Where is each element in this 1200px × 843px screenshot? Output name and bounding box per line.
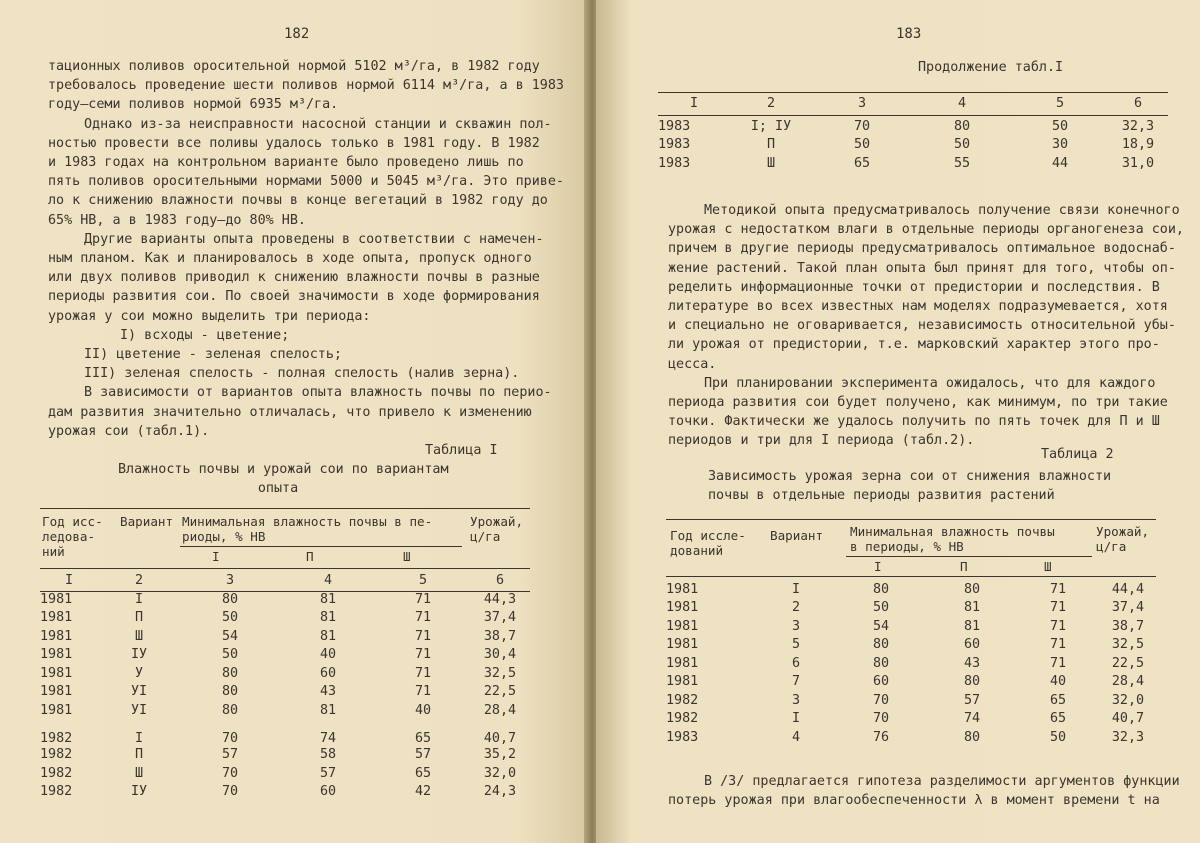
- table1: [40, 590, 530, 801]
- table-row: [40, 783, 530, 802]
- column-number: 3: [857, 95, 867, 111]
- text-line: цесса.: [668, 356, 717, 372]
- table-rule: [180, 546, 462, 547]
- cont-table: [658, 117, 1168, 173]
- table-cell: П: [766, 137, 776, 153]
- table-row: [666, 654, 1156, 673]
- table-cell: I: [134, 730, 144, 746]
- text-line: или двух поливов приводил к снижению влажности почвы в разные: [48, 270, 540, 286]
- table-cell: П: [134, 747, 144, 763]
- table-cell: 24,3: [483, 784, 517, 800]
- text-line: тационных поливов оросительной нормой 5102 м³/га, в 1982 году: [48, 59, 540, 74]
- table-cell: 65: [414, 765, 432, 781]
- paragraph: [48, 230, 564, 326]
- table-cell: 81: [963, 618, 981, 634]
- table-cell: 65: [1049, 692, 1067, 708]
- th-yield: Урожай, ц/га: [1096, 524, 1150, 554]
- table-row: [40, 609, 530, 628]
- right-page: [596, 0, 1200, 843]
- table-cell: 81: [319, 628, 337, 644]
- table-cell: 1982: [40, 747, 73, 763]
- table-cell: 80: [953, 118, 971, 134]
- th-variant: Вариант: [120, 514, 174, 529]
- column-number: 4: [323, 572, 333, 588]
- text-line: урожая сои (табл.1).: [48, 423, 210, 439]
- table-cell: 37,4: [1111, 600, 1145, 616]
- table-cell: 1982: [40, 730, 73, 746]
- table-cell: 80: [221, 591, 239, 607]
- table1-numbering: [40, 571, 530, 590]
- table-rule: [40, 568, 530, 569]
- column-number: 6: [1133, 95, 1143, 111]
- table-cell: IУ: [130, 647, 148, 663]
- table1-label: Таблица I: [425, 443, 498, 458]
- table-row: [666, 710, 1156, 729]
- th-year: Год иссле- дований: [670, 528, 746, 558]
- table-cell: 65: [853, 155, 871, 171]
- table-cell: Ш: [134, 765, 144, 781]
- text-line: требовалось проведение шести поливов нормой 6114 м³/га, а в 1983: [48, 78, 564, 94]
- table-cell: 70: [221, 765, 239, 781]
- table-cell: 71: [1049, 655, 1067, 671]
- text-line: I) всходы - цветение;: [120, 327, 290, 343]
- table-row: [666, 599, 1156, 618]
- text-line: урожая у сои можно выделить три периода:: [48, 308, 371, 324]
- table-cell: I: [791, 711, 801, 727]
- caption-line: опыта: [257, 481, 299, 496]
- table-row: [666, 636, 1156, 655]
- table-row: [666, 617, 1156, 636]
- text-line: точки. Фактически же удалось получить по пять точек для П и Ш: [668, 414, 1160, 430]
- table-cell: УI: [130, 702, 148, 718]
- table-cell: 22,5: [483, 684, 517, 700]
- table-cell: 4: [791, 729, 801, 745]
- table-cell: 50: [953, 137, 971, 153]
- left-page: [0, 0, 588, 843]
- table-cell: 1981: [40, 684, 73, 700]
- table-cell: 80: [963, 581, 981, 597]
- table-cell: 1981: [666, 637, 699, 653]
- table-cell: 1981: [666, 655, 699, 671]
- table-cell: 32,3: [1111, 729, 1145, 745]
- table-cell: 57: [414, 747, 432, 763]
- table-cell: 31,0: [1121, 155, 1155, 171]
- table-cell: 1981: [666, 618, 699, 634]
- table-cell: 80: [872, 637, 890, 653]
- th-period: I: [212, 549, 220, 564]
- table-rule: [666, 576, 1156, 577]
- table-cell: 80: [872, 581, 890, 597]
- table-cell: Ш: [134, 628, 144, 644]
- table-cell: 1982: [666, 692, 699, 708]
- table-cell: 43: [319, 684, 337, 700]
- right-paragraphs: [668, 201, 1184, 451]
- table-cell: 1983: [666, 729, 699, 745]
- text-line: периоды развития сои. По своей значимости в ходе формирования: [48, 289, 540, 305]
- text-line: 65% НВ, а в 1983 году—до 80% НВ.: [48, 212, 306, 228]
- column-number: 5: [418, 572, 428, 588]
- text-line: периодов и три для I периода (табл.2).: [668, 433, 975, 449]
- table-row: [40, 764, 530, 783]
- table-cell: 81: [319, 610, 337, 626]
- table-cell: I: [791, 581, 801, 597]
- table-rule: [658, 115, 1168, 116]
- table-cell: 28,4: [483, 702, 517, 718]
- table-cell: 40: [414, 702, 432, 718]
- continuation-title: Продолжение табл.I: [918, 60, 1064, 75]
- table-cell: 35,2: [483, 747, 517, 763]
- table-cell: I; IУ: [750, 118, 792, 134]
- column-number: I: [689, 95, 699, 111]
- table-cell: 3: [791, 618, 801, 634]
- table-row: [666, 728, 1156, 747]
- table-cell: 37,4: [483, 610, 517, 626]
- table-cell: У: [134, 665, 144, 681]
- text-line: ределить информационные точки от предистории и последствия. В: [668, 279, 1160, 295]
- table-cell: 1981: [40, 647, 73, 663]
- table-cell: 50: [221, 610, 239, 626]
- table-cell: 1981: [40, 610, 73, 626]
- table-cell: Ш: [766, 155, 776, 171]
- left-paragraphs: [48, 57, 564, 441]
- table-cell: 81: [963, 600, 981, 616]
- table-cell: 22,5: [1111, 655, 1145, 671]
- table-cell: 1983: [658, 155, 691, 171]
- th-period: П: [960, 559, 968, 574]
- left-body-top: [48, 57, 564, 441]
- column-number: 4: [957, 95, 967, 111]
- th-moisture: Минимальная влажность почвы в пе- риоды, % НВ: [182, 514, 433, 544]
- th-year: Год исс- ледова- ний: [42, 514, 103, 559]
- table-cell: 70: [853, 118, 871, 134]
- text-line: периода развития сои будет получено, как минимум, по три такие: [668, 395, 1168, 411]
- table-cell: 71: [414, 591, 432, 607]
- table-cell: 76: [872, 729, 890, 745]
- table-cell: 65: [414, 730, 432, 746]
- table-cell: 55: [953, 155, 971, 171]
- text-line: жение растений. Такой план опыта был принят для того, чтобы оп-: [668, 260, 1176, 276]
- table-cell: 38,7: [483, 628, 517, 644]
- th-moisture: Минимальная влажность почвы в периоды, % НВ: [850, 524, 1055, 554]
- table-cell: 1981: [40, 591, 73, 607]
- text-line: II) цветение - зеленая спелость;: [84, 347, 342, 363]
- table1-caption: [118, 460, 449, 498]
- table-cell: 80: [221, 665, 239, 681]
- table-cell: 80: [963, 729, 981, 745]
- final-paragraph: [668, 772, 1180, 810]
- th-period: Ш: [403, 549, 411, 564]
- table-cell: 1981: [40, 628, 73, 644]
- text-line: потерь урожая при влагообеспеченности λ в момент времени t на: [668, 793, 1160, 809]
- table-cell: 57: [963, 692, 981, 708]
- table-cell: I: [134, 591, 144, 607]
- column-number: 3: [225, 572, 235, 588]
- table-row: [40, 701, 530, 720]
- table-cell: 32,0: [483, 765, 517, 781]
- table-cell: 65: [1049, 711, 1067, 727]
- table-cell: 2: [791, 600, 801, 616]
- table-cell: 57: [221, 747, 239, 763]
- table-cell: 28,4: [1111, 674, 1145, 690]
- text-line: пять поливов оросительными нормами 5000 и 5045 м³/га. Это приве-: [48, 174, 564, 190]
- table-cell: 80: [221, 702, 239, 718]
- paragraph: [48, 57, 564, 115]
- table-row: [658, 154, 1168, 173]
- table-cell: 1982: [40, 765, 73, 781]
- table2-label: Таблица 2: [1041, 447, 1114, 462]
- table-cell: 1982: [666, 711, 699, 727]
- table-cell: 70: [221, 730, 239, 746]
- table-cell: 50: [872, 600, 890, 616]
- table-row: [40, 683, 530, 702]
- caption-line: Влажность почвы и урожай сои по вариантам: [118, 462, 449, 477]
- paragraph: [48, 326, 564, 384]
- table-cell: 50: [853, 137, 871, 153]
- table-cell: 50: [1049, 729, 1067, 745]
- column-number: I: [64, 572, 74, 588]
- paragraph: [48, 383, 564, 441]
- text-line: дам развития значительно отличалась, что привело к изменению: [48, 404, 532, 420]
- th-period: I: [874, 559, 882, 574]
- table-row: [40, 627, 530, 646]
- page-number: 182: [284, 26, 310, 42]
- table-row: [658, 117, 1168, 136]
- text-line: литературе во всех известных нам моделях подразумевается, хотя: [668, 299, 1168, 315]
- table-row: [40, 646, 530, 665]
- table-cell: 50: [221, 647, 239, 663]
- table-cell: 1981: [40, 702, 73, 718]
- table-cell: 44: [1051, 155, 1069, 171]
- paragraph: [668, 374, 1184, 451]
- column-number: 6: [495, 572, 505, 588]
- cont-numbering: [658, 94, 1168, 113]
- table-cell: 32,5: [1111, 637, 1145, 653]
- paragraph: [668, 201, 1184, 374]
- table-cell: 50: [1051, 118, 1069, 134]
- table-cell: 71: [1049, 600, 1067, 616]
- table-cell: 54: [221, 628, 239, 644]
- text-line: III) зеленая спелость - полная спелость (налив зерна).: [84, 366, 520, 382]
- column-number: 2: [766, 95, 776, 111]
- table-cell: 1981: [40, 665, 73, 681]
- table-cell: 1981: [666, 600, 699, 616]
- table-cell: 70: [872, 692, 890, 708]
- table-cell: 71: [414, 647, 432, 663]
- table-cell: 7: [791, 674, 801, 690]
- text-line: и специально не оговаривается, независимость относительной убы-: [668, 318, 1176, 334]
- th-period: П: [306, 549, 314, 564]
- table-cell: 32,3: [1121, 118, 1155, 134]
- right-body: [668, 201, 1184, 451]
- table-cell: 40: [319, 647, 337, 663]
- th-variant: Вариант: [770, 528, 824, 543]
- table-cell: 32,5: [483, 665, 517, 681]
- table-cell: 40,7: [483, 730, 517, 746]
- table-cell: 1983: [658, 118, 691, 134]
- table-cell: 71: [1049, 618, 1067, 634]
- th-period: Ш: [1044, 559, 1052, 574]
- table-cell: 71: [1049, 637, 1067, 653]
- table-rule: [40, 508, 530, 509]
- text-line: урожая с недостатком влаги в отдельные периоды органогенеза сои,: [668, 222, 1184, 238]
- table-cell: 1981: [666, 674, 699, 690]
- table-cell: 6: [791, 655, 801, 671]
- table-row: [666, 691, 1156, 710]
- text-line: Методикой опыта предусматривалось получение связи конечного: [704, 203, 1180, 218]
- text-line: Другие варианты опыта проведены в соответствии с намечен-: [84, 231, 544, 247]
- table-cell: 60: [963, 637, 981, 653]
- text-line: При планировании эксперимента ожидалось, что для каждого: [704, 375, 1156, 391]
- table-cell: 30,4: [483, 647, 517, 663]
- table-cell: 3: [791, 692, 801, 708]
- table-cell: 60: [319, 784, 337, 800]
- table-row: [40, 746, 530, 765]
- table-cell: 81: [319, 591, 337, 607]
- th-yield: Урожай, ц/га: [470, 514, 524, 544]
- table-cell: 71: [1049, 581, 1067, 597]
- text-line: ло к снижению влажности почвы в конце вегетаций в 1982 году до: [48, 193, 548, 209]
- table-cell: 44,4: [1111, 581, 1145, 597]
- table-row: [40, 720, 530, 746]
- table-row: [666, 673, 1156, 692]
- text-line: причем в другие периоды предусматривалось оптимальное водоснаб-: [668, 241, 1176, 257]
- column-number: 5: [1055, 95, 1065, 111]
- table-cell: 71: [414, 684, 432, 700]
- table-cell: 71: [414, 665, 432, 681]
- table-cell: 70: [872, 711, 890, 727]
- table-cell: 1981: [666, 581, 699, 597]
- table-cell: 1983: [658, 137, 691, 153]
- table-rule: [846, 556, 1092, 557]
- page-number: 183: [896, 26, 922, 42]
- table-cell: 44,3: [483, 591, 517, 607]
- caption-line: Зависимость урожая зерна сои от снижения влажности: [708, 469, 1112, 484]
- text-line: и 1983 годах на контрольном варианте было проведено лишь по: [48, 155, 524, 171]
- table-cell: 80: [221, 684, 239, 700]
- table-rule: [666, 519, 1156, 520]
- table-row: [666, 580, 1156, 599]
- table-cell: 74: [319, 730, 337, 746]
- table2-caption: [708, 467, 1111, 505]
- table-row: [40, 590, 530, 609]
- table-cell: П: [134, 610, 144, 626]
- table-cell: 60: [872, 674, 890, 690]
- table-row: [40, 664, 530, 683]
- table-cell: 70: [221, 784, 239, 800]
- table-cell: 80: [872, 655, 890, 671]
- table-cell: 71: [414, 610, 432, 626]
- table-cell: 38,7: [1111, 618, 1145, 634]
- table-row: [658, 136, 1168, 155]
- table-cell: УI: [130, 684, 148, 700]
- table-cell: 74: [963, 711, 981, 727]
- table-rule: [658, 92, 1168, 93]
- table-cell: 71: [414, 628, 432, 644]
- text-line: ностью провести все поливы удалось только в 1981 году. В 1982: [48, 135, 540, 151]
- table-cell: IУ: [130, 784, 148, 800]
- table-cell: 40: [1049, 674, 1067, 690]
- column-number: 2: [134, 572, 144, 588]
- text-line: В /3/ предлагается гипотеза разделимости аргументов функции: [704, 774, 1180, 789]
- table-cell: 57: [319, 765, 337, 781]
- text-line: Однако из-за неисправности насосной станции и скважин пол-: [84, 116, 552, 132]
- table-cell: 81: [319, 702, 337, 718]
- table-cell: 42: [414, 784, 432, 800]
- table-cell: 54: [872, 618, 890, 634]
- table-cell: 5: [791, 637, 801, 653]
- text-line: году—семи поливов нормой 6935 м³/га.: [48, 97, 339, 113]
- table2: [666, 580, 1156, 747]
- table-cell: 58: [319, 747, 337, 763]
- table-cell: 32,0: [1111, 692, 1145, 708]
- text-line: ли урожая от предистории, т.е. марковский характер этого про-: [668, 337, 1160, 353]
- text-line: ным планом. Как и планировалось в ходе опыта, пропуск одного: [48, 251, 532, 267]
- table-cell: 43: [963, 655, 981, 671]
- table-cell: 18,9: [1121, 137, 1155, 153]
- table-cell: 80: [963, 674, 981, 690]
- table-cell: 1982: [40, 784, 73, 800]
- caption-line: почвы в отдельные периоды развития растений: [708, 488, 1055, 503]
- table-cell: 60: [319, 665, 337, 681]
- paragraph: [48, 115, 564, 230]
- text-line: В зависимости от вариантов опыта влажность почвы по перио-: [84, 385, 552, 401]
- table-cell: 30: [1051, 137, 1069, 153]
- table-cell: 40,7: [1111, 711, 1145, 727]
